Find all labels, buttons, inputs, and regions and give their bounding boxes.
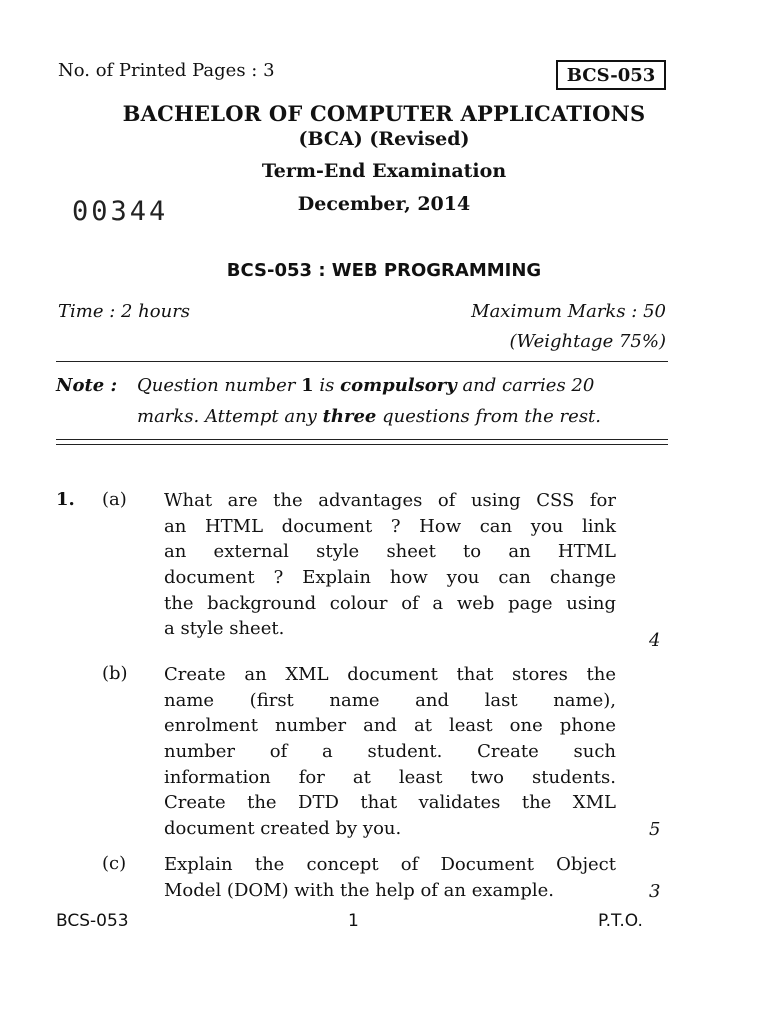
text-line: document ? Explain how you can change xyxy=(164,567,616,589)
note-text: Question number xyxy=(137,375,302,396)
note-text-line-2 xyxy=(137,406,601,427)
serial-number: 00344 xyxy=(72,196,169,227)
part-c-marks: 3 xyxy=(649,881,661,902)
note-question-number: 1 xyxy=(301,375,314,396)
note-three: three xyxy=(322,406,377,427)
maximum-marks: Maximum Marks : 50 xyxy=(471,301,666,322)
exam-name: Term-End Examination xyxy=(261,160,507,182)
divider-double-top xyxy=(56,439,668,440)
note-text: is xyxy=(313,375,341,396)
part-a-text xyxy=(164,488,616,642)
exam-date: December, 2014 xyxy=(297,193,471,215)
text-line: What are the advantages of using CSS for xyxy=(164,490,616,511)
part-c-text xyxy=(164,852,616,903)
text-line: Explain the concept of Document Object xyxy=(164,854,616,875)
text-line: the background colour of a web page using xyxy=(164,592,616,614)
note-text: and carries 20 xyxy=(456,375,595,396)
paper-code-box: BCS-053 xyxy=(556,60,666,90)
part-a-marks: 4 xyxy=(649,630,661,651)
divider-line xyxy=(56,361,668,362)
text-line: document created by you. xyxy=(164,818,402,840)
divider-double-bottom xyxy=(56,444,668,445)
text-line: number of a student. Create such xyxy=(164,741,616,763)
text-line: Create an XML document that stores the xyxy=(164,664,616,685)
text-line: an HTML document ? How can you link xyxy=(164,515,616,537)
programme-subtitle: (BCA) (Revised) xyxy=(298,128,470,150)
part-b-label: (b) xyxy=(102,663,128,684)
question-number: 1. xyxy=(56,489,75,510)
part-b-text xyxy=(164,662,616,842)
note-text-line-1 xyxy=(137,375,594,396)
note-compulsory: compulsory xyxy=(340,375,457,396)
text-line: enrolment number and at least one phone xyxy=(164,715,616,737)
text-line: an external style sheet to an HTML xyxy=(164,541,616,563)
part-c-label: (c) xyxy=(102,853,127,874)
footer-page-number: 1 xyxy=(348,911,359,931)
programme-title: BACHELOR OF COMPUTER APPLICATIONS xyxy=(122,101,646,126)
note-label: Note : xyxy=(56,375,118,396)
part-b-marks: 5 xyxy=(649,819,661,840)
course-title: BCS-053 : WEB PROGRAMMING xyxy=(226,260,542,281)
text-line: information for at least two students. xyxy=(164,766,616,788)
printed-pages-count: No. of Printed Pages : 3 xyxy=(58,60,275,81)
note-text: marks. Attempt any xyxy=(137,406,323,427)
text-line: a style sheet. xyxy=(164,618,285,640)
weightage: (Weightage 75%) xyxy=(509,331,666,352)
text-line: Model (DOM) with the help of an example. xyxy=(164,879,554,901)
exam-duration: Time : 2 hours xyxy=(58,301,191,322)
footer-paper-code: BCS-053 xyxy=(56,911,129,931)
text-line: Create the DTD that validates the XML xyxy=(164,792,616,814)
note-text: questions from the rest. xyxy=(376,406,602,427)
text-line: name (first name and last name), xyxy=(164,689,616,711)
footer-pto: P.T.O. xyxy=(598,911,643,931)
part-a-label: (a) xyxy=(102,489,127,510)
